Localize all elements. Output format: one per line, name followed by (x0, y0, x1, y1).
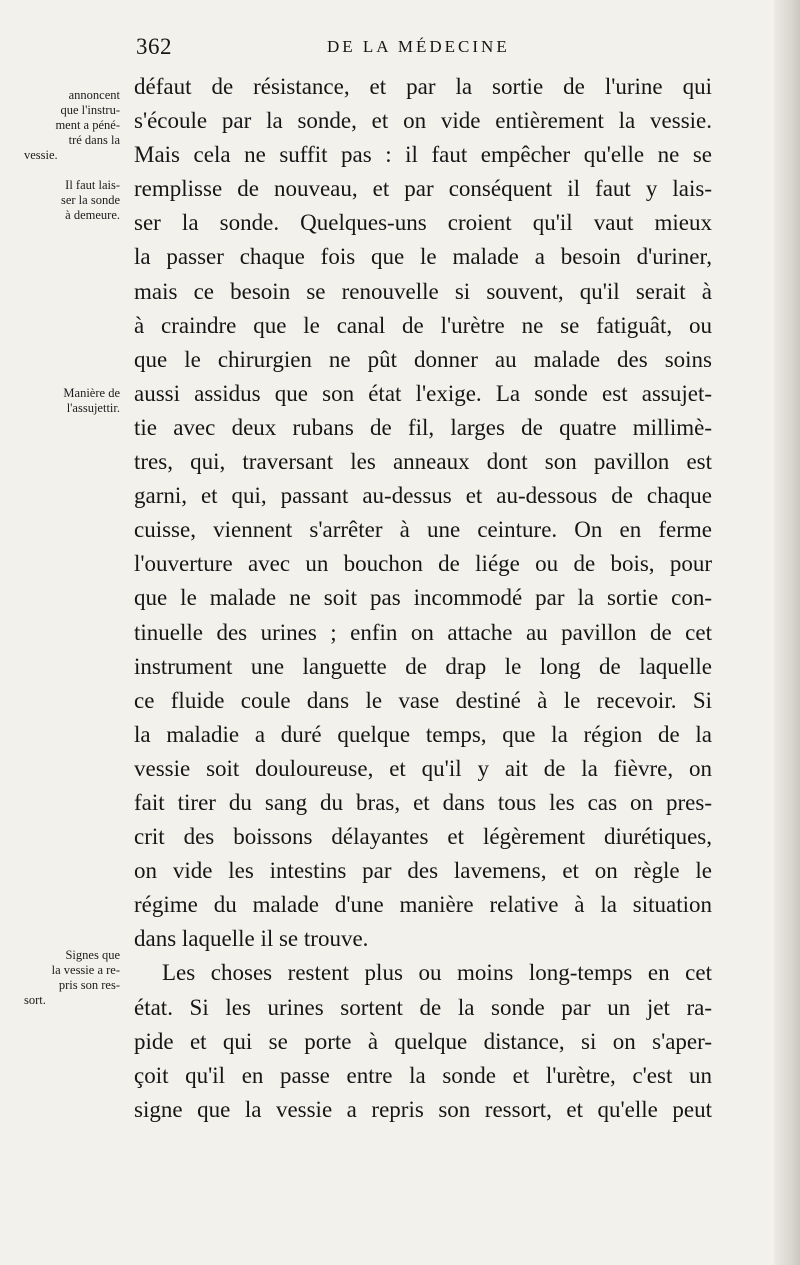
margin-note-line: Manière de (63, 386, 120, 400)
text-line: fait tirer du sang du bras, et dans tous les cas on pres- (134, 789, 712, 815)
margin-note-instrument-penetrated (24, 88, 120, 163)
margin-note-line: sort. (24, 993, 46, 1007)
text-line: pide et qui se porte à quelque distance, si on s'aper- (134, 1028, 712, 1054)
margin-note-line: Signes que (65, 948, 120, 962)
text-line: l'ouverture avec un bouchon de liége ou de bois, pour (134, 551, 712, 577)
text-line: çoit qu'il en passe entre la sonde et l'urètre, c'est un (134, 1062, 712, 1088)
page-header (0, 32, 800, 62)
margin-note-line: la vessie a re- (51, 963, 120, 977)
text-line: à craindre que le canal de l'urètre ne se fatiguât, ou (134, 312, 712, 338)
margin-note-line: pris son res- (58, 978, 120, 992)
text-line: Mais cela ne suffit pas : il faut empêcher qu'elle ne se (134, 142, 712, 168)
text-line: mais ce besoin se renouvelle si souvent, qu'il serait à (134, 278, 712, 304)
text-line: état. Si les urines sortent de la sonde par un jet ra- (134, 994, 712, 1020)
margin-note-line: ment a péné- (55, 118, 120, 132)
text-line: ce fluide coule dans le vase destiné à le recevoir. Si (134, 687, 712, 713)
text-line: garni, et qui, passant au-dessus et au-dessous de chaque (134, 483, 712, 509)
text-line-paragraph-start: Les choses restent plus ou moins long-temps en cet (162, 960, 712, 986)
margin-note-bladder-signs (24, 948, 120, 1008)
text-line: remplisse de nouveau, et par conséquent il faut y lais- (134, 176, 712, 202)
body-text (134, 70, 712, 1127)
margin-note-line: que l'instru- (60, 103, 120, 117)
margin-note-line: Il faut lais- (65, 178, 120, 192)
text-line: ser la sonde. Quelques-uns croient qu'il vaut mieux (134, 210, 712, 236)
text-line: cuisse, viennent s'arrêter à une ceinture. On en ferme (134, 517, 712, 543)
text-line: vessie soit douloureuse, et qu'il y ait de la fièvre, on (134, 755, 712, 781)
text-line: défaut de résistance, et par la sortie de l'urine qui (134, 74, 712, 99)
text-line: que le malade ne soit pas incommodé par la sortie con- (134, 585, 712, 611)
margin-note-line: annoncent (68, 88, 120, 102)
text-line: la passer chaque fois que le malade a besoin d'uriner, (134, 244, 712, 270)
text-line: régime du malade d'une manière relative à la situation (134, 892, 712, 918)
margin-note-how-to-secure (24, 386, 120, 416)
margin-note-leave-catheter (24, 178, 120, 223)
text-line: on vide les intestins par des lavemens, et on règle le (134, 858, 712, 884)
margin-note-line: l'assujettir. (66, 401, 120, 415)
page-number: 362 (136, 34, 172, 59)
running-title: DE LA MÉDECINE (327, 37, 510, 56)
text-line: signe que la vessie a repris son ressort, et qu'elle peut (134, 1096, 712, 1122)
margin-note-line: ser la sonde (60, 193, 120, 207)
text-line-paragraph-end: dans laquelle il se trouve. (134, 926, 369, 952)
text-line: aussi assidus que son état l'exige. La sonde est assujet- (134, 380, 712, 406)
page-edge-shadow (774, 0, 800, 1265)
text-line: tres, qui, traversant les anneaux dont son pavillon est (134, 449, 712, 475)
text-line: que le chirurgien ne pût donner au malade des soins (134, 346, 712, 372)
text-line: instrument une languette de drap le long de laquelle (134, 653, 712, 679)
text-line: la maladie a duré quelque temps, que la région de la (134, 721, 712, 747)
text-line: tinuelle des urines ; enfin on attache au pavillon de cet (134, 619, 712, 645)
margin-note-line: vessie. (24, 148, 58, 162)
text-line: crit des boissons délayantes et légèrement diurétiques, (134, 824, 712, 850)
margin-note-line: tré dans la (68, 133, 120, 147)
margin-note-line: à demeure. (65, 208, 120, 222)
text-line: s'écoule par la sonde, et on vide entièrement la vessie. (134, 108, 712, 134)
text-line: tie avec deux rubans de fil, larges de quatre millimè- (134, 414, 712, 440)
